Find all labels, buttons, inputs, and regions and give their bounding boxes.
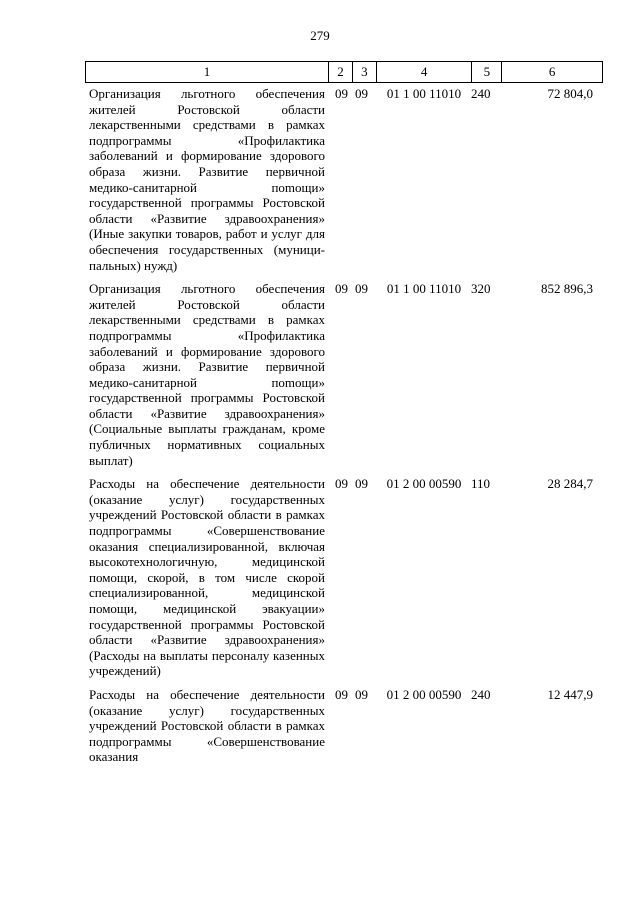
section-code: 09 [335,686,348,702]
expense-name: Организация льготного обеспечения жителей Ростовской области лекарственными средствами в рамках подпрограммы «Профилактика заболеваний и формирование здорового образа жизни. Развитие первичной медико-санитарной поmощи» государственной программы Ростовской области «Развитие здравоохранения» (Социальные выплаты гражданам, кроме публичных нормативных социальных выплат) [89,281,325,468]
subsection-code: 09 [355,476,368,492]
target-article-code: 01 1 00 11010 [386,86,462,101]
table-row [85,476,603,679]
section-code: 09 [335,476,348,492]
table-header [85,61,603,83]
expense-type-code: 110 [471,476,491,492]
expense-name: Расходы на обеспечение деятельности (оказание услуг) государственных учреждений Ростовской области в рамках подпрограммы «Совершенствование оказания специализированной, включая высокотехнологичную, медицинской помощи, скорой, в том числе скорой специализированной, медицинской помощи, медицинской эвакуации» государственной программы Ростовской области «Развитие здравоохранения» (Расходы на выплаты персоналу казенных учреждений) [89,476,325,679]
header-col-6: 6 [548,64,556,79]
subsection-code: 09 [355,281,368,297]
subsection-code: 09 [355,86,368,101]
expense-name: Организация льготного обеспечения жителей Ростовской области лекарственными средствами в рамках подпрограммы «Профилактика заболеваний и формирование здорового образа жизни. Развитие первичной медико-санитарной поmощи» государственной программы Ростовской области «Развитие здравоохранения» (Иные закупки товаров, работ и услуг для обеспечения государственных (муниципальных) нужд) [89,86,325,273]
target-article-code: 01 2 00 00590 [386,476,462,492]
header-col-1: 1 [86,62,329,82]
target-article-code: 01 2 00 00590 [386,686,462,702]
amount: 72 804,0 [547,86,593,101]
header-col-3: 3 [353,62,377,82]
header-col-4: 4 [377,62,473,82]
expense-type-code: 240 [471,686,491,702]
page-number: 279 [310,28,330,43]
table-body [85,86,603,773]
header-col-2: 2 [329,62,353,82]
target-article-code: 01 1 00 11010 [386,281,462,297]
expense-type-code: 320 [471,281,491,297]
table-row [85,86,603,273]
amount: 852 896,3 [541,281,593,297]
expense-type-code: 240 [471,86,491,101]
table-row [85,281,603,468]
amount: 12 447,9 [547,686,593,702]
section-code: 09 [335,86,348,101]
table-row [85,687,603,765]
expense-name: Расходы на обеспечение деятельности (оказание услуг) государственных учреждений Ростовской области в рамках подпрограммы «Совершенствование оказания [89,686,325,765]
header-col-5: 5 [472,62,502,82]
subsection-code: 09 [355,686,368,702]
section-code: 09 [335,281,348,297]
amount: 28 284,7 [547,476,593,492]
